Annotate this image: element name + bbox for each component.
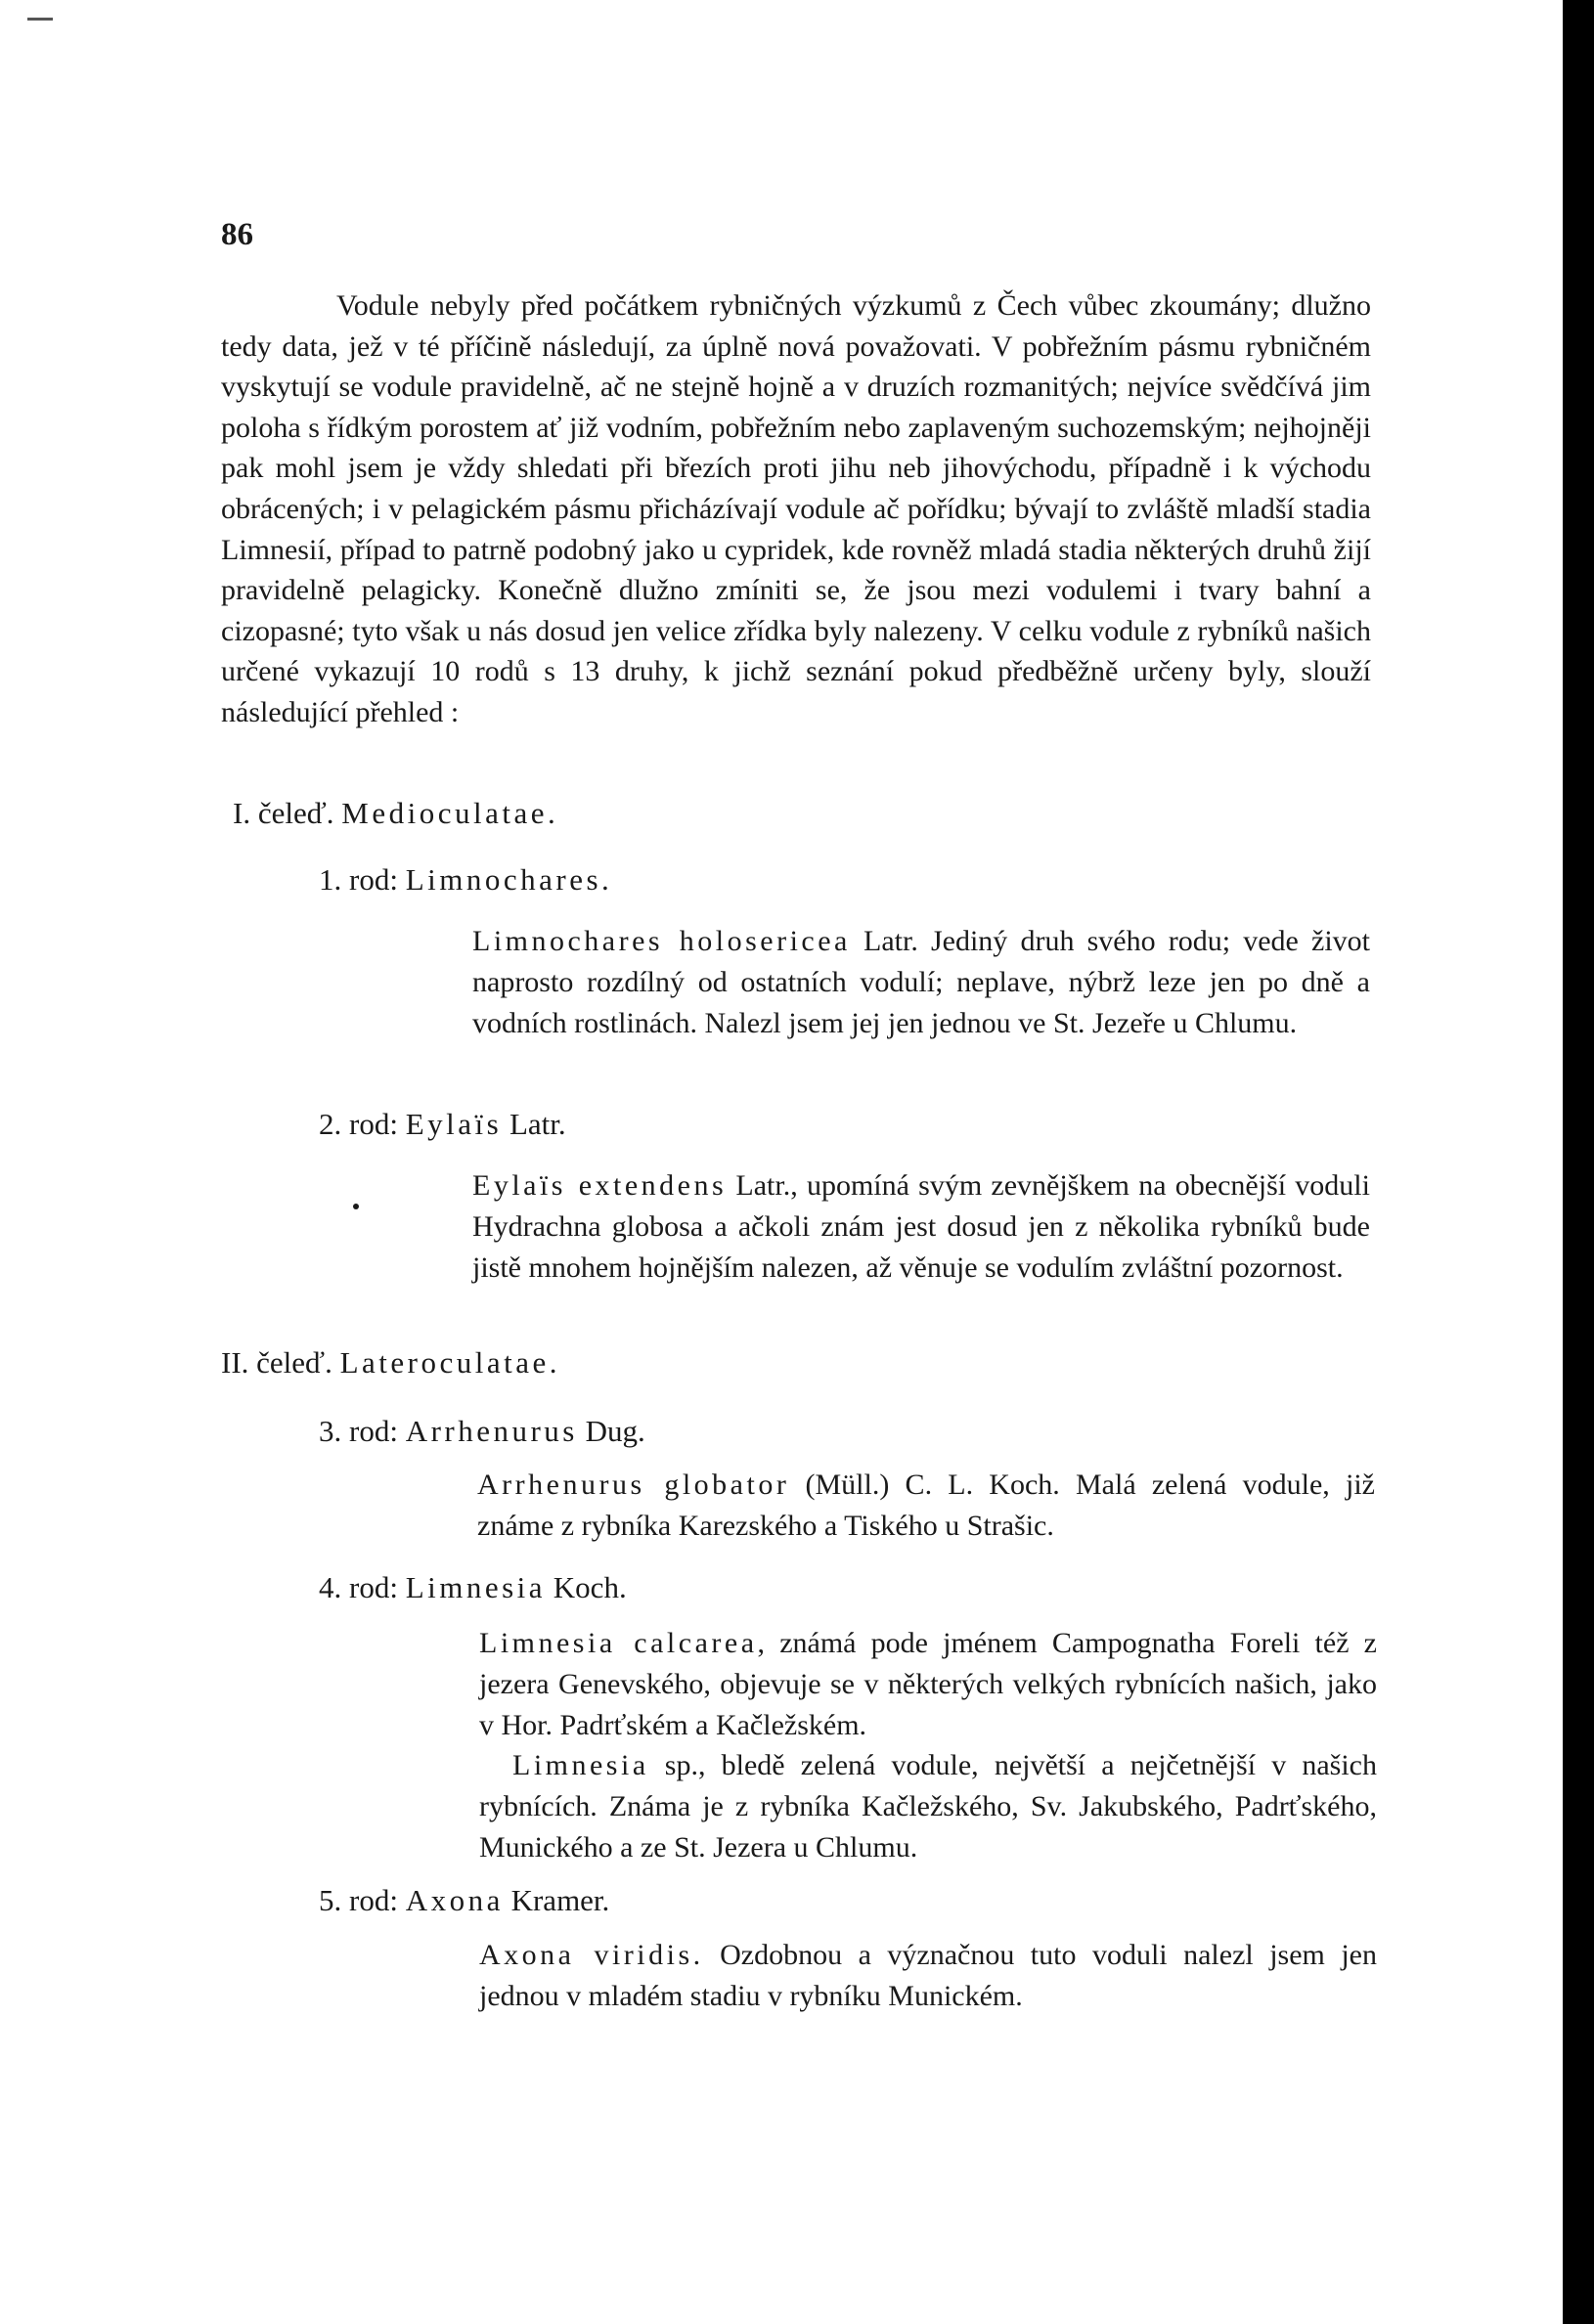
family-label: II. čeleď. bbox=[221, 1345, 332, 1380]
genus-author: Kramer. bbox=[503, 1883, 610, 1917]
species-description: sp., bledě zelená vodule, největší a nejčetnější v našich rybnících. Známa je z rybníka Kačležského, Sv. Jakubského, Padrťského, Munického a ze St. Jezera u Chlumu. bbox=[479, 1749, 1377, 1864]
genus-heading-axona bbox=[319, 1881, 609, 1920]
genus-name: Eylaïs bbox=[405, 1107, 503, 1141]
intro-paragraph: Vodule nebyly před počátkem rybničných výzkumů z Čech vůbec zkoumány; dlužno tedy data, jež v té příčině následují, za úplně nová považovati. V pobřežním pásmu rybničném vyskytují se vodule pravidelně, ač ne stejně hojně a v druzích rozmanitých; nejvíce svědčívá jim poloha s řídkým porostem ať již vodním, pobřežním nebo zaplaveným suchozemským; nejhojněji pak mohl jsem je vždy shledati při březích proti jihu neb jihovýchodu, případně i k východu obrácených; i v pelagickém pásmu přicházívají vodule ač pořídku; bývají to zvláště mladší stadia Limnesií, případ to patrně podobný jako u cypridek, kde rovněž mladá stadia některých druhů žijí pravidelně pelagicky. Konečně dlužno zmíniti se, že jsou mezi vodulemi i tvary bahní a cizopasné; tyto však u nás dosud jen velice zřídka byly nalezeny. V celku vodule z rybníků našich určené vykazují 10 rodů s 13 druhy, k jichž seznání pokud předběžně určeny byly, slouží následující přehled : bbox=[221, 289, 1371, 728]
scan-mark bbox=[27, 18, 53, 21]
genus-label: 2. rod: bbox=[319, 1107, 398, 1141]
species-entry-limnochares-holosericea bbox=[472, 921, 1370, 1043]
species-name: Eylaïs extendens bbox=[472, 1169, 728, 1202]
genus-author: Koch. bbox=[546, 1570, 627, 1604]
family-heading-medioculatae bbox=[233, 794, 558, 833]
page-number: 86 bbox=[221, 217, 253, 252]
family-name: Lateroculatae. bbox=[339, 1345, 560, 1380]
genus-name: Axona bbox=[405, 1883, 504, 1917]
genus-author: Dug. bbox=[577, 1414, 645, 1448]
genus-heading-arrhenurus bbox=[319, 1412, 645, 1451]
species-description: , známá pode jménem Campognatha Foreli též z jezera Genevského, objevuje se v některých velkých rybnících našich, jako v Hor. Padrťském a Kačležském. bbox=[479, 1627, 1377, 1741]
genus-name: Arrhenurus bbox=[405, 1414, 578, 1448]
species-entry-limnesia-sp bbox=[479, 1745, 1377, 1867]
species-description: Latr. Jediný druh svého rodu; vede život naprosto rozdílný od ostatních vodulí; neplave, nýbrž leze jen po dně a vodních rostlinách. Nalezl jsem jej jen jednou ve St. Jezeře u Chlumu. bbox=[472, 925, 1370, 1039]
family-name: Medioculatae. bbox=[341, 796, 559, 830]
family-heading-lateroculatae bbox=[221, 1343, 560, 1382]
genus-name: Limnochares. bbox=[405, 862, 613, 897]
family-label: I. čeleď. bbox=[233, 796, 334, 830]
genus-label: 5. rod: bbox=[319, 1883, 398, 1917]
stray-ink-dot bbox=[353, 1204, 359, 1209]
species-name: Arrhenurus globator bbox=[477, 1469, 790, 1501]
genus-label: 4. rod: bbox=[319, 1570, 398, 1604]
genus-label: 1. rod: bbox=[319, 862, 398, 897]
species-description: (Müll.) C. L. Koch. Malá zelená vodule, již známe z rybníka Karezského a Tiského u Strašic. bbox=[477, 1469, 1375, 1542]
species-entry-axona-viridis bbox=[479, 1935, 1377, 2017]
genus-label: 3. rod: bbox=[319, 1414, 398, 1448]
genus-heading-limnochares bbox=[319, 860, 612, 899]
species-name: Limnesia bbox=[512, 1749, 649, 1781]
species-entry-limnesia-calcarea bbox=[479, 1623, 1377, 1745]
species-name: Limnesia calcarea bbox=[479, 1627, 758, 1659]
genus-author: Latr. bbox=[502, 1107, 566, 1141]
species-description: Ozdobnou a význačnou tuto voduli nalezl jsem jen jednou v mladém stadiu v rybníku Munickém. bbox=[479, 1939, 1377, 2012]
species-name: Axona viridis. bbox=[479, 1939, 704, 1971]
species-entry-arrhenurus-globator bbox=[477, 1465, 1375, 1547]
species-description: Latr., upomíná svým zevnějškem na obecnější voduli Hydrachna globosa a ačkoli znám jest dosud jen z několika rybníků bude jistě mnohem hojnějším nalezen, až věnuje se vodulím zvláštní pozornost. bbox=[472, 1169, 1370, 1284]
species-entry-eylais-extendens bbox=[472, 1165, 1370, 1288]
genus-heading-eylais bbox=[319, 1105, 566, 1144]
genus-heading-limnesia bbox=[319, 1568, 627, 1607]
species-name: Limnochares holosericea bbox=[472, 925, 851, 957]
genus-name: Limnesia bbox=[405, 1570, 547, 1604]
